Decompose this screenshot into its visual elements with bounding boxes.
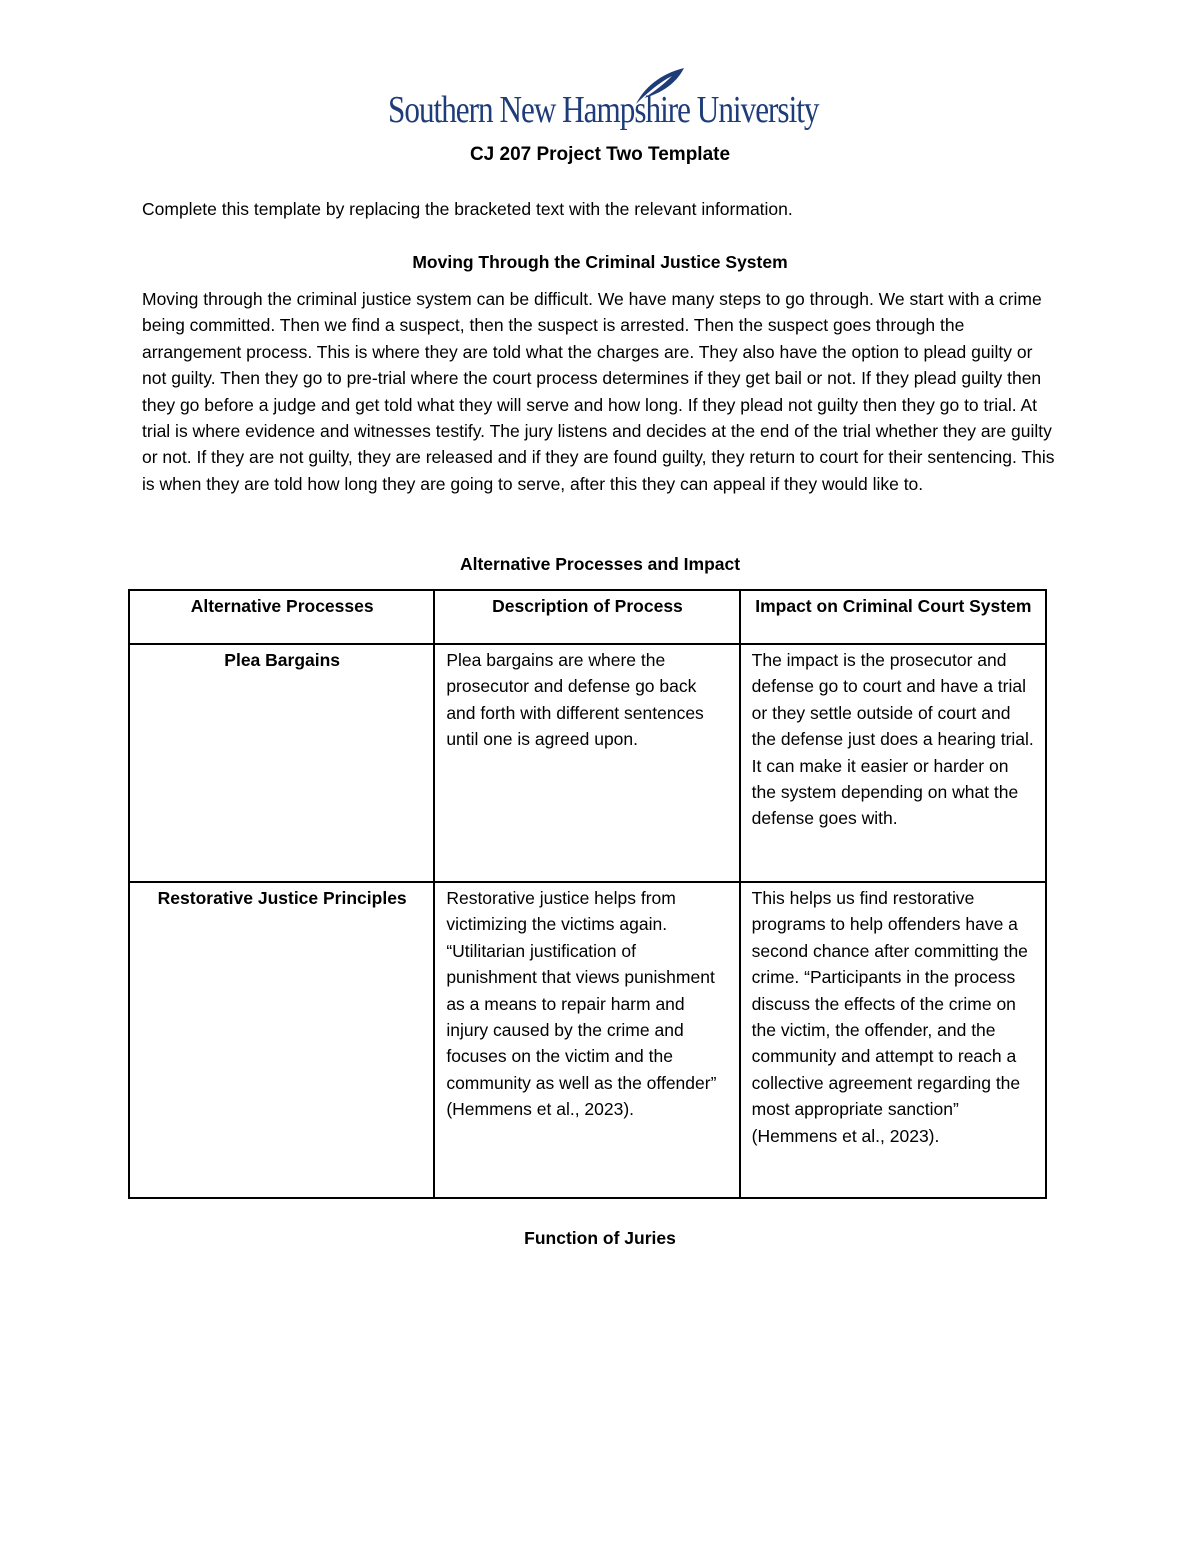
table-cell-process: Plea Bargains xyxy=(129,644,434,882)
logo-text: Southern New Hampshire University xyxy=(388,89,819,131)
table-cell-process: Restorative Justice Principles xyxy=(129,882,434,1198)
section-heading-alternative: Alternative Processes and Impact xyxy=(459,554,741,574)
university-logo xyxy=(380,66,820,138)
section-heading-moving: Moving Through the Criminal Justice System xyxy=(412,252,788,272)
table-cell-impact: This helps us find restorative programs to help offenders have a second chance after committing the crime. “Participants in the process discuss the effects of the crime on the victim, the offender, and the community and attempt to reach a collective agreement regarding the most appropriate sanction” (Hemmens et al., 2023). xyxy=(740,882,1046,1198)
table-cell-impact: The impact is the prosecutor and defense go to court and have a trial or they settle outside of court and the defense just does a hearing trial. It can make it easier or harder on the system depending on what the defense goes with. xyxy=(740,644,1046,882)
table-header-cell: Alternative Processes xyxy=(129,590,434,644)
section-heading-juries: Function of Juries xyxy=(524,1228,676,1248)
table-cell-description: Plea bargains are where the prosecutor and defense go back and forth with different sentences until one is agreed upon. xyxy=(434,644,739,882)
table-cell-description: Restorative justice helps from victimizing the victims again. “Utilitarian justification of punishment that views punishment as a means to repair harm and injury caused by the crime and focuses on the victim and the community as well as the offender” (Hemmens et al., 2023). xyxy=(434,882,739,1198)
alternative-processes-table xyxy=(128,589,1047,1199)
section-body-moving: Moving through the criminal justice system can be difficult. We have many steps to go through. We start with a crime being committed. Then we find a suspect, then the suspect is arrested. Then the suspect goes through the arrangement process. This is where they are told what the charges are. They also have the option to plead guilty or not guilty. Then they go to pre-trial where the court process determines if they get bail or not. If they plead guilty then they go before a judge and get told what they will serve and how long. If they plead not guilty then they go to trial. At trial is where evidence and witnesses testify. The jury listens and decides at the end of the trial whether they are guilty or not. If they are not guilty, they are released and if they are found guilty, they return to court for their sentencing. This is when they are told how long they are going to serve, after this they can appeal if they would like to. xyxy=(142,289,1055,494)
table-header-row xyxy=(129,590,1046,644)
table-header-cell: Impact on Criminal Court System xyxy=(740,590,1046,644)
document-title: CJ 207 Project Two Template xyxy=(469,144,731,165)
table-row xyxy=(129,644,1046,882)
table-row xyxy=(129,882,1046,1198)
table-header-cell: Description of Process xyxy=(434,590,739,644)
instruction-text: Complete this template by replacing the bracketed text with the relevant information. xyxy=(142,199,793,219)
